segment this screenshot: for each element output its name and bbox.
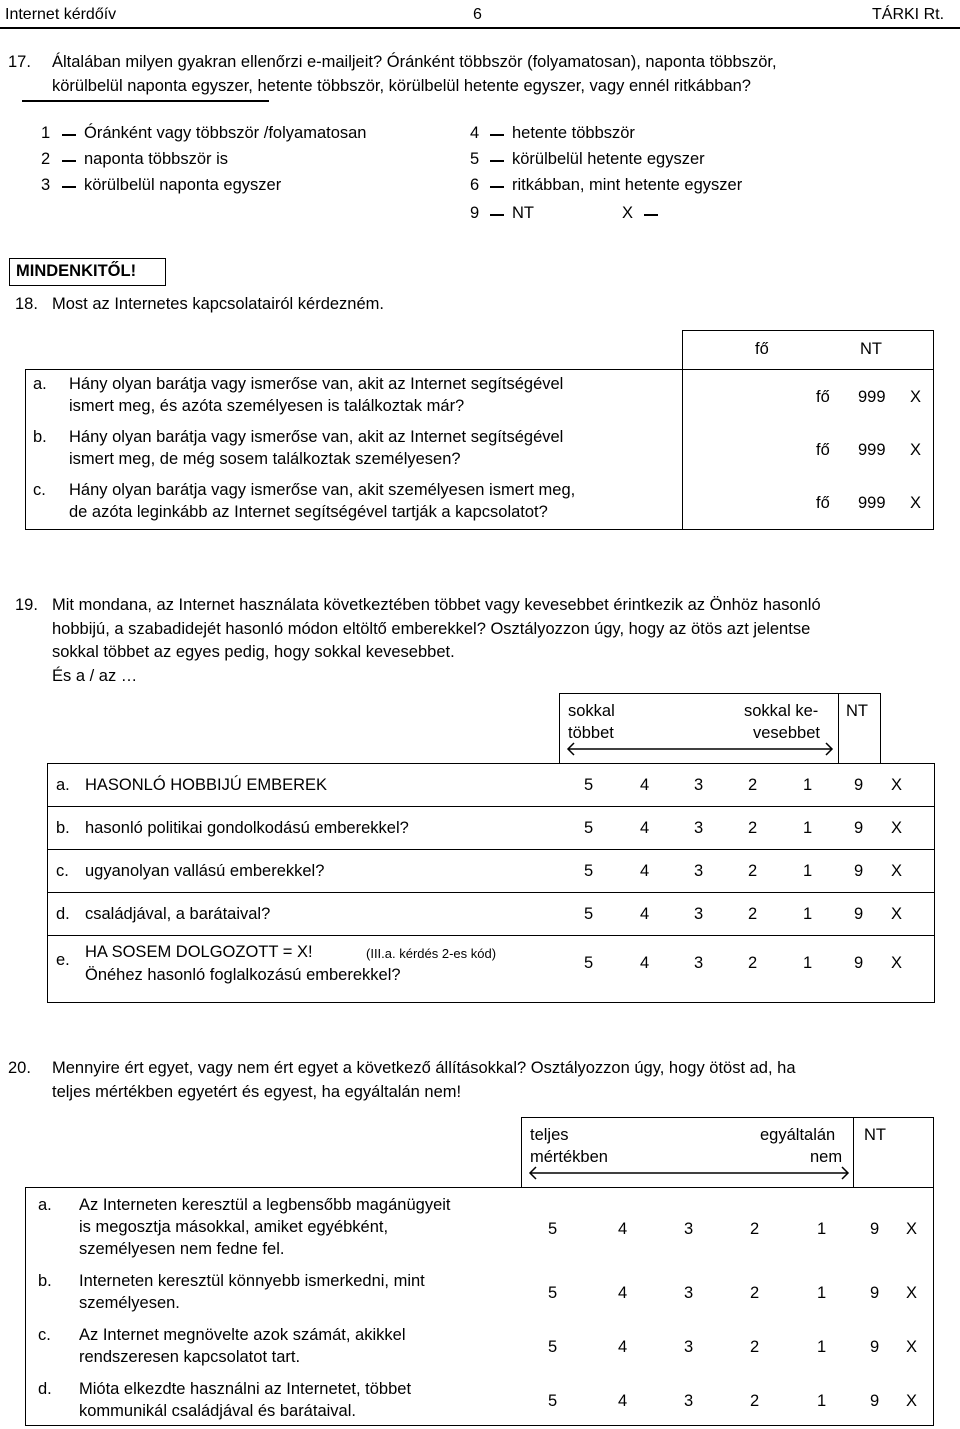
- scale-value[interactable]: 2: [750, 1392, 760, 1410]
- q19-line3: sokkal többet az egyes pedig, hogy sokkal kevesebbet.: [52, 643, 455, 661]
- scale-value[interactable]: 9: [870, 1284, 880, 1302]
- q18-row-line1: Hány olyan barátja vagy ismerőse van, akit személyesen ismert meg,: [69, 481, 576, 499]
- q18-row-letter: a.: [33, 375, 47, 393]
- scale-value[interactable]: 3: [694, 819, 704, 837]
- option-dash: [490, 186, 504, 188]
- double-arrow-icon: [528, 1166, 850, 1180]
- scale-value[interactable]: 2: [748, 954, 758, 972]
- q17-option-code[interactable]: 4: [470, 124, 480, 142]
- scale-value[interactable]: 5: [584, 905, 594, 923]
- q18-col-nt: NT: [860, 340, 882, 358]
- q20-number: 20.: [8, 1059, 31, 1077]
- scale-value[interactable]: 1: [817, 1220, 827, 1238]
- q18-row-line2: ismert meg, de még sosem találkoztak személyesen?: [69, 450, 461, 468]
- scale-value[interactable]: 2: [750, 1220, 760, 1238]
- q19-scale-right-1: sokkal ke-: [744, 702, 819, 720]
- q17-option-label: körülbelül hetente egyszer: [512, 150, 705, 168]
- q20-row-line: Az Interneten keresztül a legbensőbb magánügyeit: [79, 1196, 451, 1214]
- header-right: TÁRKI Rt.: [872, 6, 945, 23]
- scale-value[interactable]: 1: [817, 1392, 827, 1410]
- q19-scale-nt: NT: [846, 702, 868, 720]
- q20-scale-left-1: teljes: [530, 1126, 569, 1144]
- q20-row-line: kommunikál családjával és barátaival.: [79, 1402, 356, 1420]
- scale-value[interactable]: 1: [817, 1284, 827, 1302]
- q17-text-line2: körülbelül naponta egyszer, hetente többször, körülbelül hetente egyszer, vagy ennél ritkábban?: [52, 77, 751, 95]
- q17-option-code[interactable]: 1: [41, 124, 51, 142]
- q18-row-nt[interactable]: 999: [858, 441, 886, 459]
- scale-value[interactable]: 4: [618, 1392, 628, 1410]
- scale-value[interactable]: 5: [584, 776, 594, 794]
- q19-line1: Mit mondana, az Internet használata következtében többet vagy kevesebbet érintkezik az Önhöz hasonló: [52, 596, 821, 614]
- scale-value[interactable]: 4: [618, 1220, 628, 1238]
- q19-row-e-condition: HA SOSEM DOLGOZOTT = X!: [85, 943, 313, 961]
- scale-value[interactable]: X: [891, 776, 903, 794]
- q18-row-nt[interactable]: 999: [858, 494, 886, 512]
- q20-row-letter: d.: [38, 1380, 52, 1398]
- scale-value[interactable]: 5: [584, 819, 594, 837]
- q19-scale-left-2: többet: [568, 724, 614, 742]
- q17-option-label: NT: [512, 204, 534, 222]
- q20-row-line: Interneten keresztül könnyebb ismerkedni, mint: [79, 1272, 425, 1290]
- q18-text: Most az Internetes kapcsolatairól kérdezném.: [52, 295, 384, 313]
- q20-row-letter: a.: [38, 1196, 52, 1214]
- scale-value[interactable]: 1: [817, 1338, 827, 1356]
- q18-row-nt[interactable]: 999: [858, 388, 886, 406]
- scale-value[interactable]: 4: [640, 819, 650, 837]
- scale-value[interactable]: 5: [584, 954, 594, 972]
- q17-text-line1: Általában milyen gyakran ellenőrzi e-mailjeit? Óránként többször (folyamatosan), naponta többször,: [52, 53, 777, 71]
- scale-value[interactable]: 4: [618, 1338, 628, 1356]
- q20-row-line: Az Internet megnövelte azok számát, akikkel: [79, 1326, 406, 1344]
- q20-scale-nt: NT: [864, 1126, 886, 1144]
- scale-value[interactable]: 2: [750, 1338, 760, 1356]
- q20-scale-left-2: mértékben: [530, 1148, 608, 1166]
- q19-line4: És a / az …: [52, 667, 138, 685]
- q17-option-code[interactable]: 9: [470, 204, 480, 222]
- q18-row-fo[interactable]: fő: [816, 388, 830, 406]
- q18-row-x[interactable]: X: [910, 494, 922, 512]
- q18-row-fo[interactable]: fő: [816, 494, 830, 512]
- q18-row-line2: ismert meg, és azóta személyesen is találkoztak már?: [69, 397, 465, 415]
- scale-value[interactable]: X: [906, 1338, 918, 1356]
- q17-option-code[interactable]: 5: [470, 150, 480, 168]
- scale-value[interactable]: 9: [854, 954, 864, 972]
- scale-value[interactable]: X: [906, 1392, 918, 1410]
- q20-line2: teljes mértékben egyetért és egyest, ha egyáltalán nem!: [52, 1083, 462, 1101]
- q18-row-fo[interactable]: fő: [816, 441, 830, 459]
- q20-row-line: is megosztja másokkal, amiket egyébként,: [79, 1218, 389, 1236]
- scale-value[interactable]: 3: [694, 905, 704, 923]
- q19-row-letter: a.: [56, 776, 70, 794]
- scale-value[interactable]: 3: [684, 1284, 694, 1302]
- scale-value[interactable]: 3: [694, 954, 704, 972]
- option-dash: [644, 214, 658, 216]
- q17-option-label: Óránként vagy többször /folyamatosan: [84, 124, 367, 142]
- q20-line1: Mennyire ért egyet, vagy nem ért egyet a következő állításokkal? Osztályozzon úgy, hogy ötöst ad, ha: [52, 1059, 796, 1077]
- scale-value[interactable]: 4: [618, 1284, 628, 1302]
- q19-scale-left-1: sokkal: [568, 702, 615, 720]
- q19-scale-right-2: vesebbet: [753, 724, 820, 742]
- q20-scale-nt-divider: [853, 1117, 854, 1188]
- scale-value[interactable]: 1: [803, 862, 813, 880]
- option-dash: [62, 134, 76, 136]
- option-dash: [62, 160, 76, 162]
- q17-option-code[interactable]: 2: [41, 150, 51, 168]
- q17-option-label: hetente többször: [512, 124, 635, 142]
- scale-value[interactable]: 1: [803, 954, 813, 972]
- scale-value[interactable]: 1: [803, 905, 813, 923]
- q18-row-letter: c.: [33, 481, 46, 499]
- scale-value[interactable]: X: [891, 954, 903, 972]
- scale-value[interactable]: 9: [854, 819, 864, 837]
- scale-value[interactable]: 9: [870, 1338, 880, 1356]
- scale-value[interactable]: X: [891, 862, 903, 880]
- q20-row-line: Mióta elkezdte használni az Internetet, többet: [79, 1380, 412, 1398]
- scale-value[interactable]: 2: [748, 819, 758, 837]
- scale-value[interactable]: 5: [548, 1220, 558, 1238]
- q20-row-letter: b.: [38, 1272, 52, 1290]
- q19-number: 19.: [15, 596, 38, 614]
- scale-value[interactable]: X: [891, 905, 903, 923]
- q18-divider: [682, 369, 683, 530]
- q20-row-line: rendszeresen kapcsolatot tart.: [79, 1348, 301, 1366]
- q18-row-line1: Hány olyan barátja vagy ismerőse van, akit az Internet segítségével: [69, 428, 564, 446]
- q20-row-line: személyesen.: [79, 1294, 180, 1312]
- q19-row-letter: d.: [56, 905, 70, 923]
- q17-option-label: ritkábban, mint hetente egyszer: [512, 176, 743, 194]
- scale-value[interactable]: 3: [684, 1392, 694, 1410]
- q19-row-letter: b.: [56, 819, 70, 837]
- q18-header-box: [682, 330, 934, 370]
- option-dash: [62, 186, 76, 188]
- scale-value[interactable]: 9: [854, 776, 864, 794]
- q20-scale-right-1: egyáltalán: [760, 1126, 836, 1144]
- scale-value[interactable]: 4: [640, 776, 650, 794]
- q19-row-text: családjával, a barátaival?: [85, 905, 271, 923]
- scale-value[interactable]: 9: [854, 905, 864, 923]
- scale-value[interactable]: 1: [803, 819, 813, 837]
- q19-row-text: HASONLÓ HOBBIJÚ EMBEREK: [85, 776, 328, 794]
- q20-row-letter: c.: [38, 1326, 51, 1344]
- q19-row-sep: [47, 806, 935, 807]
- q19-row-sep: [47, 849, 935, 850]
- scale-value[interactable]: X: [906, 1220, 918, 1238]
- scale-value[interactable]: X: [906, 1284, 918, 1302]
- scale-value[interactable]: 5: [548, 1392, 558, 1410]
- q19-row-text: hasonló politikai gondolkodású emberekkel?: [85, 819, 409, 837]
- q17-option-label: körülbelül naponta egyszer: [84, 176, 282, 194]
- scale-value[interactable]: 2: [750, 1284, 760, 1302]
- q17-option-label: naponta többször is: [84, 150, 229, 168]
- q18-row-line1: Hány olyan barátja vagy ismerőse van, akit az Internet segítségével: [69, 375, 564, 393]
- q19-line2: hobbijú, a szabadidejét hasonló módon eltöltő emberekkel? Osztályozzon úgy, hogy az ötös azt jelentse: [52, 620, 811, 638]
- page-number: 6: [473, 6, 482, 23]
- scale-value[interactable]: 5: [584, 862, 594, 880]
- q19-scale-nt-divider: [838, 693, 839, 764]
- scale-value[interactable]: 1: [803, 776, 813, 794]
- q18-row-x[interactable]: X: [910, 441, 922, 459]
- mindenkitol-label: MINDENKITŐL!: [16, 262, 137, 280]
- q17-option-x[interactable]: X: [622, 204, 634, 222]
- q19-row-text: ugyanolyan vallású emberekkel?: [85, 862, 325, 880]
- scale-value[interactable]: 2: [748, 776, 758, 794]
- scale-value[interactable]: 4: [640, 905, 650, 923]
- scale-value[interactable]: 9: [870, 1220, 880, 1238]
- header-left: Internet kérdőív: [5, 6, 117, 23]
- double-arrow-icon: [566, 742, 834, 756]
- q19-row-sep: [47, 935, 935, 936]
- q19-row-letter: e.: [56, 951, 70, 969]
- q19-row-letter: c.: [56, 862, 69, 880]
- q19-row-e-note: (III.a. kérdés 2-es kód): [366, 946, 497, 961]
- q17-underline: [22, 100, 269, 102]
- q17-number: 17.: [8, 53, 31, 71]
- scale-value[interactable]: 2: [748, 862, 758, 880]
- q17-option-code[interactable]: 3: [41, 176, 51, 194]
- header-rule: [0, 27, 960, 29]
- q18-col-fo: fő: [755, 340, 769, 358]
- scale-value[interactable]: 4: [640, 954, 650, 972]
- scale-value[interactable]: 5: [548, 1338, 558, 1356]
- option-dash: [490, 214, 504, 216]
- q19-row-sep: [47, 892, 935, 893]
- q19-row-e-text: Önéhez hasonló foglalkozású emberekkel?: [85, 966, 401, 984]
- scale-value[interactable]: 4: [640, 862, 650, 880]
- q18-row-letter: b.: [33, 428, 47, 446]
- scale-value[interactable]: 5: [548, 1284, 558, 1302]
- q17-option-code[interactable]: 6: [470, 176, 480, 194]
- q18-row-x[interactable]: X: [910, 388, 922, 406]
- scale-value[interactable]: 9: [854, 862, 864, 880]
- q18-number: 18.: [15, 295, 38, 313]
- scale-value[interactable]: 3: [694, 862, 704, 880]
- scale-value[interactable]: 2: [748, 905, 758, 923]
- scale-value[interactable]: 9: [870, 1392, 880, 1410]
- option-dash: [490, 160, 504, 162]
- option-dash: [490, 134, 504, 136]
- q18-row-line2: de azóta leginkább az Internet segítségével tartják a kapcsolatot?: [69, 503, 548, 521]
- scale-value[interactable]: 3: [694, 776, 704, 794]
- scale-value[interactable]: 3: [684, 1220, 694, 1238]
- scale-value[interactable]: X: [891, 819, 903, 837]
- q20-row-line: személyesen nem fedne fel.: [79, 1240, 285, 1258]
- scale-value[interactable]: 3: [684, 1338, 694, 1356]
- q20-scale-right-2: nem: [810, 1148, 843, 1166]
